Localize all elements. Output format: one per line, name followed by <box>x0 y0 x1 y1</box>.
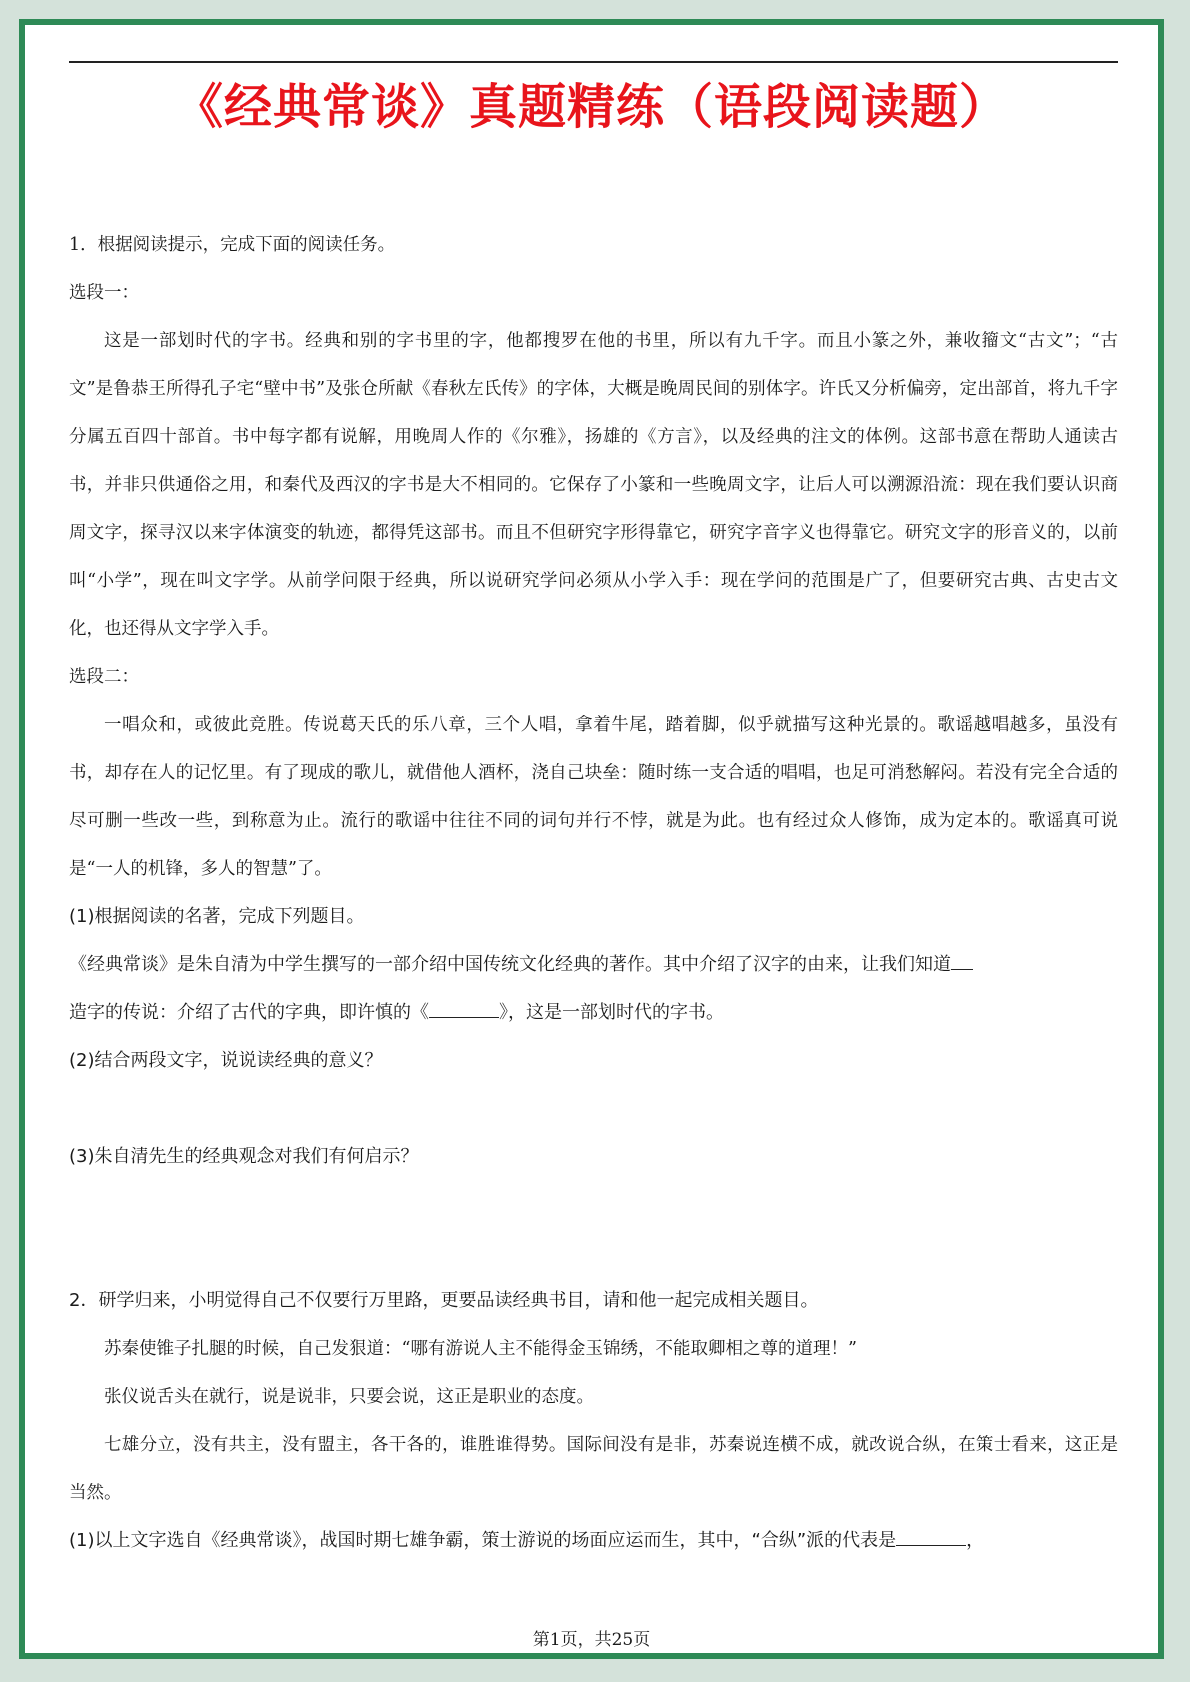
q2-stem: 2．研学归来，小明觉得自己不仅要行万里路，更要品读经典书目，请和他一起完成相关题目。 <box>69 1290 819 1311</box>
q1-sub3-label: (3)朱自清先生的经典观念对我们有何启示？ <box>69 1146 419 1167</box>
q1-excerpt1-text: 这是一部划时代的字书。经典和别的字书里的字，他都搜罗在他的书里，所以有九千字。而且小篆之外，兼收籀文“古文”；“古文”是鲁恭王所得孔子宅“壁中书”及张仓所献《春秋左氏传》的字体，大概是晚周民间的别体字。许氏又分析偏旁，定出部首，将九千字分属五百四十部首。书中每字都有说解，用晚周人作的《尔雅》，扬雄的《方言》，以及经典的注文的体例。这部书意在帮助人通读古书，并非只供通俗之用，和秦代及西汉的字书是大不相同的。它保存了小篆和一些晚周文字，让后人可以溯源沿流：现在我们要认识商周文字，探寻汉以来字体演变的轨迹，都得凭这部书。而且不但研究字形得靠它，研究字音字义也得靠它。研究文字的形音义的，以前叫“小学”，现在叫文字学。从前学问限于经典，所以说研究学问必须从小学入手：现在学问的范围是广了，但要研究古典、古史古文化，也还得从文字学入手。 <box>69 331 1118 639</box>
q1-sub1-text-b: 造字的传说：介绍了古代的字典，即许慎的《 <box>69 1002 429 1023</box>
answer-blank-1[interactable] <box>951 951 973 970</box>
answer-space-3[interactable] <box>69 1181 1118 1277</box>
q1-sub1-line1 <box>69 941 1118 989</box>
top-rule <box>69 61 1118 63</box>
answer-space-2[interactable] <box>69 1085 1118 1133</box>
q1-sub1-text-a: 《经典常谈》是朱自清为中学生撰写的一部介绍中国传统文化经典的著作。其中介绍了汉字的由来，让我们知道 <box>69 954 951 975</box>
q1-excerpt1-label: 选段一： <box>69 283 139 303</box>
q2-sub1-text: (1)以上文字选自《经典常谈》，战国时期七雄争霸，策士游说的场面应运而生，其中，“合纵”派的代表是 <box>69 1530 897 1551</box>
content <box>69 221 1118 1565</box>
q2-sub1 <box>69 1517 1118 1565</box>
q2-line3: 七雄分立，没有共主，没有盟主，各干各的，谁胜谁得势。国际间没有是非，苏秦说连横不成，就改说合纵，在策士看来，这正是当然。 <box>69 1435 1118 1503</box>
q1-sub1-label: (1)根据阅读的名著，完成下列题目。 <box>69 906 365 927</box>
q2-line1: 苏秦使锥子扎腿的时候，自己发狠道：“哪有游说人主不能得金玉锦绣，不能取卿相之尊的道理！” <box>104 1339 857 1359</box>
page-frame <box>19 19 1164 1659</box>
q1-sub1-text-c: 》，这是一部划时代的字书。 <box>499 1002 724 1023</box>
page-footer: 第1页，共25页 <box>532 1630 651 1650</box>
q1-stem: 1．根据阅读提示，完成下面的阅读任务。 <box>69 235 396 255</box>
answer-blank-2[interactable] <box>429 999 499 1018</box>
page-title: 《经典常谈》真题精练（语段阅读题） <box>174 79 1008 135</box>
q1-sub1-line2 <box>69 989 1118 1037</box>
q2-line2: 张仪说舌头在就行，说是说非，只要会说，这正是职业的态度。 <box>104 1387 594 1407</box>
answer-blank-3[interactable] <box>896 1527 966 1546</box>
q1-sub2-label: (2)结合两段文字，说说读经典的意义？ <box>69 1050 383 1071</box>
q1-excerpt2-label: 选段二： <box>69 667 139 687</box>
q2-sub1-tail: ， <box>966 1530 985 1551</box>
q1-excerpt2-text: 一唱众和，或彼此竞胜。传说葛天氏的乐八章，三个人唱，拿着牛尾，踏着脚，似乎就描写这种光景的。歌谣越唱越多，虽没有书，却存在人的记忆里。有了现成的歌儿，就借他人酒杯，浇自己块垒：随时练一支合适的唱唱，也足可消愁解闷。若没有完全合适的尽可删一些改一些，到称意为止。流行的歌谣中往往不同的词句并行不悖，就是为此。也有经过众人修饰，成为定本的。歌谣真可说是“一人的机锋，多人的智慧”了。 <box>69 715 1118 879</box>
